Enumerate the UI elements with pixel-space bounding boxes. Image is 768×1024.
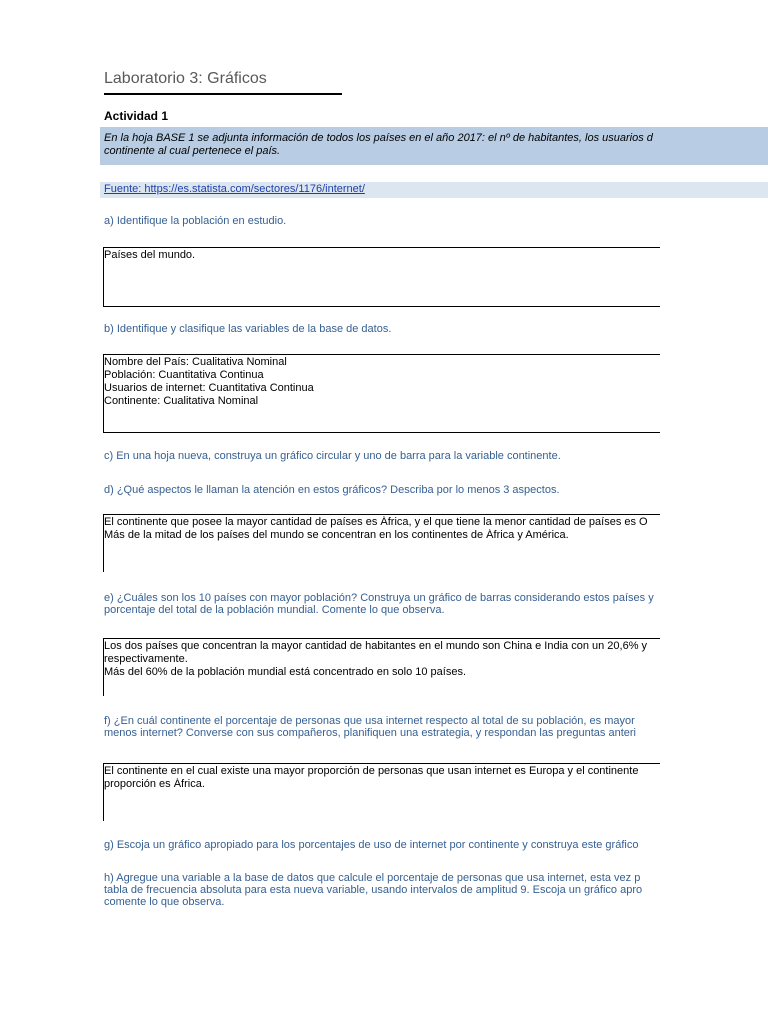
answer-b bbox=[104, 356, 660, 408]
question-line: e) ¿Cuáles son los 10 países con mayor población? Construya un gráfico de barras considerando estos países y bbox=[104, 592, 654, 604]
intro-line: En la hoja BASE 1 se adjunta información de todos los países en el año 2017: el nº de habitantes, los usuarios d bbox=[104, 132, 653, 144]
answer-line: Más del 60% de la población mundial está concentrado en solo 10 países. bbox=[104, 666, 467, 678]
question-a bbox=[104, 215, 660, 227]
question-line: porcentaje del total de la población mundial. Comente lo que observa. bbox=[104, 604, 445, 616]
answer-d bbox=[104, 516, 660, 542]
question-h bbox=[104, 872, 660, 908]
question-line: g) Escoja un gráfico apropiado para los porcentajes de uso de internet por continente y construya este gráfico bbox=[104, 839, 639, 851]
question-line: d) ¿Qué aspectos le llaman la atención en estos gráficos? Describa por lo menos 3 aspectos. bbox=[104, 484, 560, 496]
question-f bbox=[104, 715, 660, 739]
answer-line: Continente: Cualitativa Nominal bbox=[104, 395, 259, 407]
page-title: Laboratorio 3: Gráficos bbox=[104, 70, 267, 87]
question-line: b) Identifique y clasifique las variables de la base de datos. bbox=[104, 323, 392, 335]
answer-line: Los dos países que concentran la mayor cantidad de habitantes en el mundo son China e India con un 20,6% y bbox=[104, 640, 648, 652]
answer-a bbox=[104, 249, 660, 262]
question-line: f) ¿En cuál continente el porcentaje de personas que usa internet respecto al total de su población, es mayor bbox=[104, 715, 635, 727]
answer-f bbox=[104, 765, 660, 791]
intro-line: continente al cual pertenece el país. bbox=[104, 145, 281, 157]
question-line: menos internet? Converse con sus compañeros, planifiquen una estrategia, y respondan las preguntas anteri bbox=[104, 727, 636, 739]
question-d bbox=[104, 484, 660, 496]
question-line: a) Identifique la población en estudio. bbox=[104, 215, 287, 227]
source-link[interactable]: Fuente: https://es.statista.com/sectores/1176/internet/ bbox=[104, 183, 365, 195]
question-e bbox=[104, 592, 660, 616]
question-b bbox=[104, 323, 660, 335]
answer-line: Más de la mitad de los países del mundo se concentran en los continentes de África y América. bbox=[104, 529, 569, 541]
question-line: tabla de frecuencia absoluta para esta nueva variable, usando intervalos de amplitud 9. Escoja un gráfico apro bbox=[104, 884, 643, 896]
answer-line: proporción es África. bbox=[104, 778, 205, 790]
answer-line: El continente en el cual existe una mayor proporción de personas que usan internet es Europa y el continente bbox=[104, 765, 639, 777]
answer-line: El continente que posee la mayor cantidad de países es África, y el que tiene la menor cantidad de países es O bbox=[104, 516, 648, 528]
question-line: h) Agregue una variable a la base de datos que calcule el porcentaje de personas que usa internet, esta vez p bbox=[104, 872, 641, 884]
question-line: c) En una hoja nueva, construya un gráfico circular y uno de barra para la variable continente. bbox=[104, 450, 561, 462]
question-c bbox=[104, 450, 660, 462]
answer-e bbox=[104, 640, 660, 679]
question-line: comente lo que observa. bbox=[104, 896, 225, 908]
title-underline bbox=[104, 93, 342, 95]
answer-line: Población: Cuantitativa Continua bbox=[104, 369, 264, 381]
intro-text bbox=[104, 132, 660, 158]
activity-heading: Actividad 1 bbox=[104, 109, 169, 123]
answer-line: Nombre del País: Cualitativa Nominal bbox=[104, 356, 287, 368]
question-g bbox=[104, 839, 660, 851]
answer-line: Usuarios de internet: Cuantitativa Continua bbox=[104, 382, 314, 394]
answer-line: Países del mundo. bbox=[104, 249, 196, 261]
answer-line: respectivamente. bbox=[104, 653, 188, 665]
